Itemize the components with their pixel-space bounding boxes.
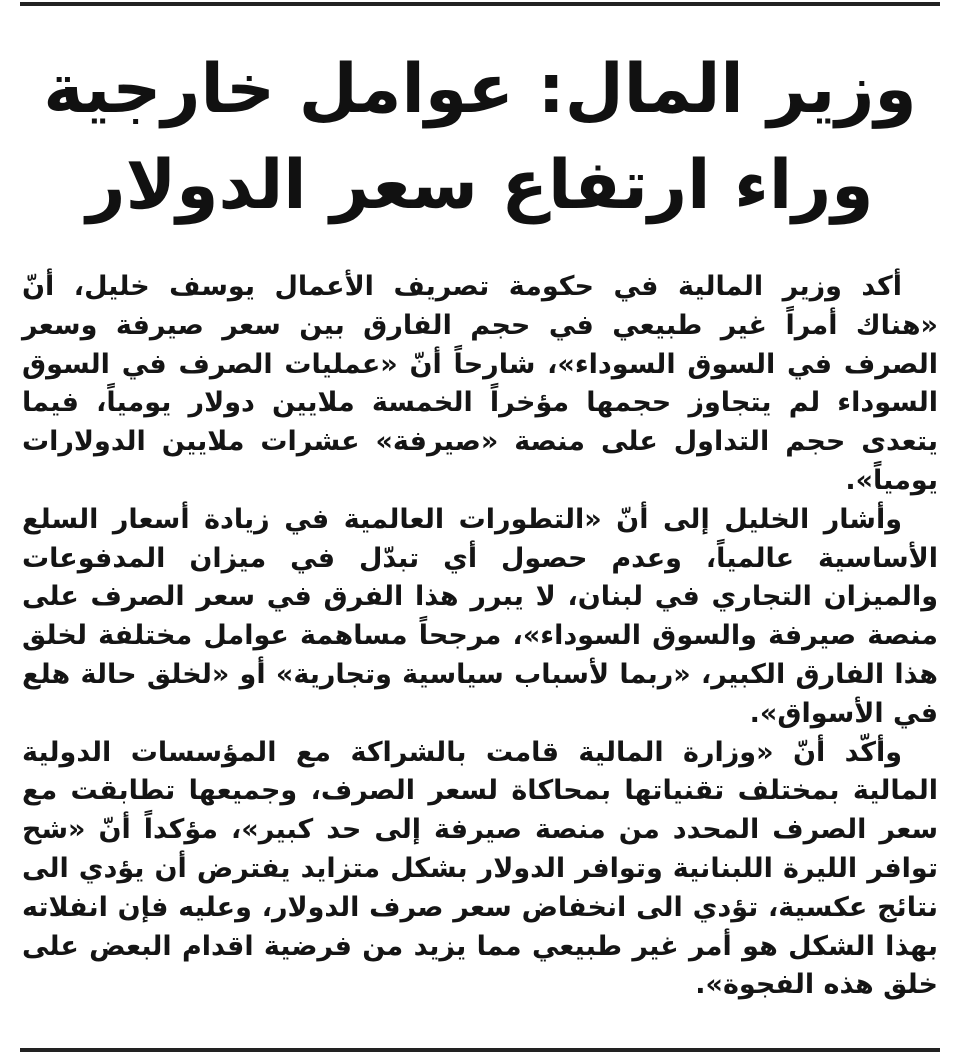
article-paragraph-2: وأشار الخليل إلى أنّ «التطورات العالمية في زيادة أسعار السلع الأساسية عالمياً، وعدم حصول أي تبدّل في ميزان المدفوعات والميزان التجاري في لبنان، لا يبرر هذا الفرق في سعر الصرف على منصة صيرفة والسوق السوداء»، مرجحاً مساهمة عوامل مختلفة لخلق هذا الفارق الكبير، «ربما لأسباب سياسية وتجارية» أو «لخلق حالة هلع في الأسواق». bbox=[22, 503, 938, 729]
article-paragraph-3: وأكّد أنّ «وزارة المالية قامت بالشراكة مع المؤسسات الدولية المالية بمختلف تقنياتها بمحاكاة لسعر الصرف، وجميعها تطابقت مع سعر الصرف المحدد من منصة صيرفة إلى حد كبير»، مؤكداً أنّ «شح توافر الليرة اللبنانية وتوافر الدولار بشكل متزايد يفترض أن يؤدي الى نتائج عكسية، تؤدي الى انخفاض سعر صرف الدولار، وعليه فإن انفلاته بهذا الشكل هو أمر غير طبيعي مما يزيد من فرضية اقدام البعض على خلق هذه الفجوة». bbox=[22, 736, 938, 1001]
article-paragraph-1: أكد وزير المالية في حكومة تصريف الأعمال يوسف خليل، أنّ «هناك أمراً غير طبيعي في حجم الفارق بين سعر صيرفة وسعر الصرف في السوق السوداء»، شارحاً أنّ «عمليات الصرف في السوق السوداء لم يتجاوز حجمها مؤخراً الخمسة ملايين دولار يومياً، فيما يتعدى حجم التداول على منصة «صيرفة» عشرات ملايين الدولارات يومياً». bbox=[22, 271, 938, 496]
headline-line-2: وراء ارتفاع سعر الدولار bbox=[86, 146, 874, 225]
headline bbox=[20, 42, 940, 234]
article-body bbox=[22, 268, 938, 1005]
headline-line-1: وزير المال: عوامل خارجية bbox=[43, 50, 917, 129]
bottom-rule bbox=[20, 1048, 940, 1052]
top-rule bbox=[20, 2, 940, 6]
